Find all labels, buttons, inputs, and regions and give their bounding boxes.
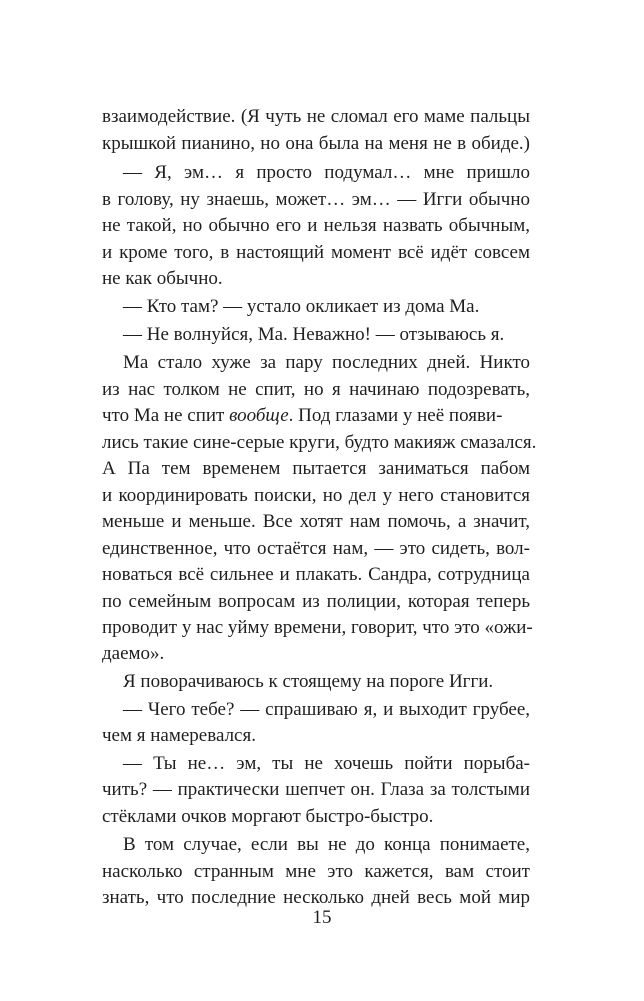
text-line: даемо». xyxy=(102,643,165,664)
text-line: не как обычно. xyxy=(102,268,223,289)
emphasis-word: вообще xyxy=(229,405,289,426)
text-line: стёклами очков моргают быстро-быстро. xyxy=(102,806,434,827)
text-fragment xyxy=(102,403,502,429)
page-number: 15 xyxy=(312,907,332,928)
text-line: не такой, но обычно его и нельзя назвать обычным, xyxy=(102,215,530,236)
text-line: — Чего тебе? — спрашиваю я, и выходит грубее, xyxy=(123,699,530,720)
text-line: чить? — практически шепчет он. Глаза за толстыми xyxy=(102,779,530,800)
text-line: единственное, что остаётся нам, — это сидеть, вол- xyxy=(102,538,530,559)
text-line: по семейным вопросам из полиции, которая теперь xyxy=(102,591,530,612)
text-line: и координировать поиски, но дел у него становится xyxy=(102,485,530,506)
text-line: — Кто там? — устало окликает из дома Ма. xyxy=(123,296,480,317)
text-line: в голову, ну знаешь, может… эм… — Игги обычно xyxy=(102,189,530,210)
text-fragment: . Под глазами у неё появи- xyxy=(288,405,503,426)
text-line xyxy=(102,403,530,429)
text-line: насколько странным мне это кажется, вам стоит xyxy=(102,861,530,882)
text-line: лись такие сине-серые круги, будто макияж смазался. xyxy=(102,432,537,453)
text-line: чем я намеревался. xyxy=(102,725,256,746)
text-fragment: что Ма не спит xyxy=(102,405,230,426)
text-line: новаться всё сильнее и плакать. Сандра, сотрудница xyxy=(102,564,530,585)
text-line: проводит у нас уйму времени, говорит, что это «ожи- xyxy=(102,617,533,638)
text-line: А Па тем временем пытается заниматься пабом xyxy=(102,458,530,479)
text-line: В том случае, если вы не до конца понимаете, xyxy=(123,834,530,855)
text-line: крышкой пианино, но она была на меня не в обиде.) xyxy=(102,133,530,154)
text-line: — Не волнуйся, Ма. Неважно! — отзываюсь я. xyxy=(123,324,505,345)
text-line: взаимодействие. (Я чуть не сломал его маме пальцы xyxy=(102,106,530,127)
text-line: — Я, эм… я просто подумал… мне пришло xyxy=(123,162,530,183)
text-line: Я поворачиваюсь к стоящему на пороге Игги. xyxy=(123,671,494,692)
text-line: меньше и меньше. Все хотят нам помочь, а значит, xyxy=(102,511,530,532)
text-line: из нас толком не спит, но я начинаю подозревать, xyxy=(102,379,530,400)
text-line: и кроме того, в настоящий момент всё идёт совсем xyxy=(102,242,530,263)
text-line: Ма стало хуже за пару последних дней. Никто xyxy=(123,352,530,373)
text-line: знать, что последние несколько дней весь мой мир xyxy=(102,887,530,908)
text-line: — Ты не… эм, ты не хочешь пойти порыба- xyxy=(123,753,530,774)
